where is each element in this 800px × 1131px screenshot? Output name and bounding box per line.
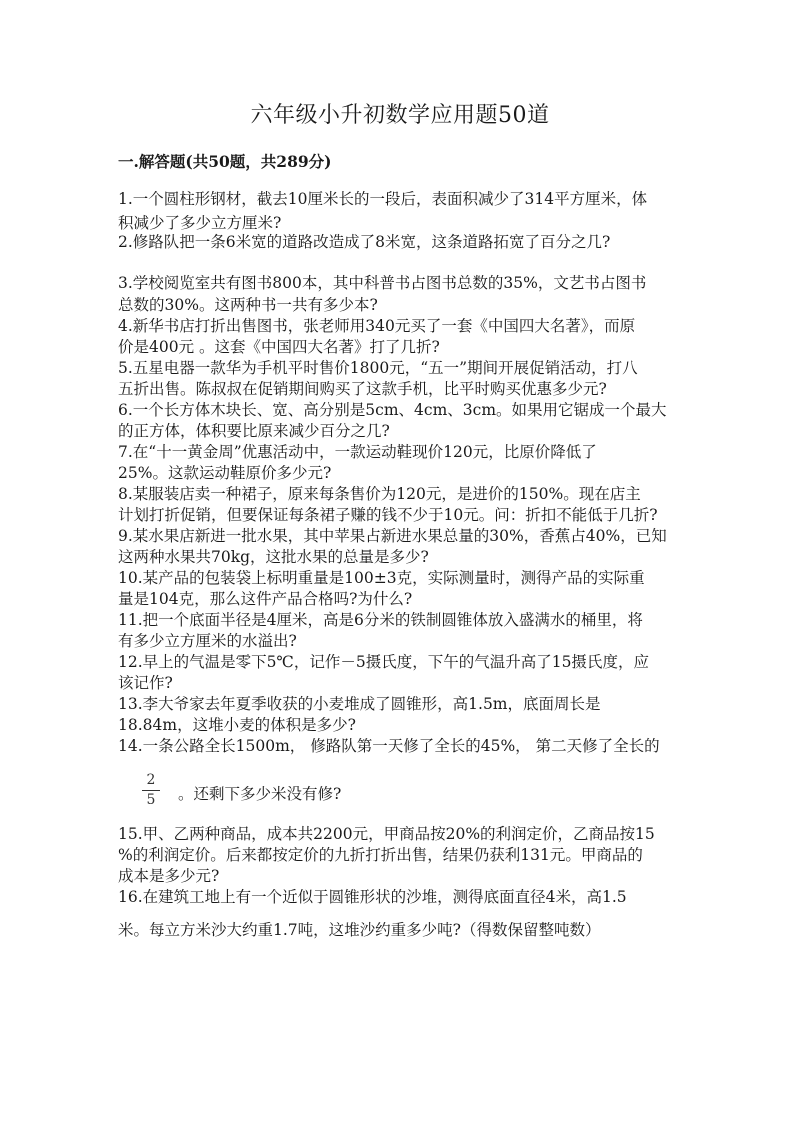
question-line: 13.李大爷家去年夏季收获的小麦堆成了圆锥形，高1.5m，底面周长是: [118, 695, 601, 713]
question-line: 3.学校阅览室共有图书800本，其中科普书占图书总数的35%，文艺书占图书: [118, 274, 647, 292]
question-line: 2.修路队把一条6米宽的道路改造成了8米宽，这条道路拓宽了百分之几?: [118, 233, 611, 251]
question-line: 15.甲、乙两种商品，成本共2200元，甲商品按20%的利润定价，乙商品按15: [118, 825, 655, 843]
question-line: 12.早上的气温是零下5℃，记作－5摄氏度，下午的气温升高了15摄氏度，应: [118, 653, 649, 671]
question-line: 7.在“十一黄金周”优惠活动中，一款运动鞋现价120元，比原价降低了: [118, 443, 597, 461]
question-line: 计划打折促销，但要保证每条裙子赚的钱不少于10元。问：折扣不能低于几折?: [118, 506, 658, 524]
question-line: 4.新华书店打折出售图书，张老师用340元买了一套《中国四大名著》，而原: [118, 317, 636, 335]
section-heading: 一.解答题(共50题，共289分): [118, 152, 332, 171]
question-line: 积减少了多少立方厘米?: [118, 214, 282, 232]
fraction-denominator: 5: [146, 792, 156, 808]
question-line: 6.一个长方体木块长、宽、高分别是5cm、4cm、3cm。如果用它锯成一个最大: [118, 401, 667, 419]
question-line: 米。每立方米沙大约重1.7吨，这堆沙约重多少吨?（得数保留整吨数）: [118, 921, 601, 939]
fraction-numerator: 2: [146, 772, 156, 788]
question-line: 5.五星电器一款华为手机平时售价1800元，“五一”期间开展促销活动，打八: [118, 359, 638, 377]
question-line: 成本是多少元?: [118, 867, 220, 885]
question-line: 14.一条公路全长1500m， 修路队第一天修了全长的45%， 第二天修了全长的: [118, 737, 660, 755]
question-line: 10.某产品的包装袋上标明重量是100±3克，实际测量时，测得产品的实际重: [118, 569, 645, 587]
fraction-bar: [142, 790, 160, 791]
question-line: 。还剩下多少米没有修?: [178, 785, 342, 803]
page-title: 六年级小升初数学应用题50道: [250, 103, 550, 128]
question-line: 25%。这款运动鞋原价多少元?: [118, 464, 332, 482]
question-line: %的利润定价。后来都按定价的九折打折出售，结果仍获利131元。甲商品的: [118, 846, 643, 864]
question-line: 8.某服装店卖一种裙子，原来每条售价为120元，是进价的150%。现在店主: [118, 485, 641, 503]
question-line: 五折出售。陈叔叔在促销期间购买了这款手机，比平时购买优惠多少元?: [118, 380, 607, 398]
question-line: 该记作?: [118, 674, 173, 692]
question-line: 价是400元 。这套《中国四大名著》打了几折?: [118, 338, 440, 356]
question-line: 量是104克，那么这件产品合格吗?为什么?: [118, 590, 413, 608]
question-line: 16.在建筑工地上有一个近似于圆锥形状的沙堆，测得底面直径4米，高1.5: [118, 888, 627, 906]
question-line: 这两种水果共70kg，这批水果的总量是多少?: [118, 548, 429, 566]
question-line: 有多少立方厘米的水溢出?: [118, 632, 297, 650]
question-line: 1.一个圆柱形钢材，截去10厘米长的一段后，表面积减少了314平方厘米，体: [118, 190, 648, 208]
question-line: 总数的30%。这两种书一共有多少本?: [118, 296, 378, 314]
question-line: 18.84m，这堆小麦的体积是多少?: [118, 716, 356, 734]
question-line: 9.某水果店新进一批水果，其中苹果占新进水果总量的30%，香蕉占40%，已知: [118, 527, 667, 545]
question-line: 11.把一个底面半径是4厘米，高是6分米的铁制圆锥体放入盛满水的桶里，将: [118, 611, 643, 629]
fraction-two-fifths: [140, 772, 162, 809]
question-line: 的正方体，体积要比原来减少百分之几?: [118, 422, 390, 440]
